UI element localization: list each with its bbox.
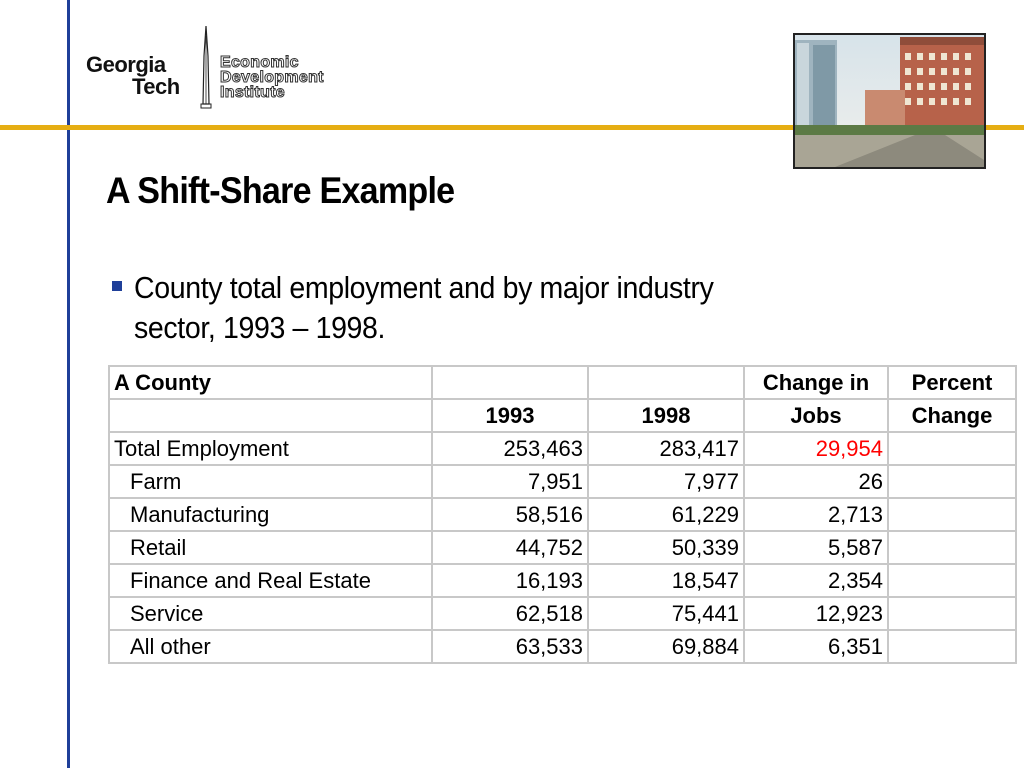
bullet-text-line: County total employment and by major industry (134, 270, 714, 305)
value-1993: 63,533 (432, 630, 588, 663)
building-illustration (795, 35, 984, 167)
header-cell: 1998 (588, 399, 744, 432)
value-1998: 7,977 (588, 465, 744, 498)
value-1998: 61,229 (588, 498, 744, 531)
value-1998: 69,884 (588, 630, 744, 663)
value-change: 2,713 (744, 498, 888, 531)
table-header-row (109, 366, 1016, 399)
value-change: 29,954 (744, 432, 888, 465)
value-percent (888, 531, 1016, 564)
bullet-text-line: sector, 1993 – 1998. (134, 310, 386, 345)
value-change: 5,587 (744, 531, 888, 564)
bullet-point (112, 268, 872, 348)
header-cell: Change in (744, 366, 888, 399)
value-change: 26 (744, 465, 888, 498)
table-row (109, 630, 1016, 663)
row-label: Finance and Real Estate (109, 564, 432, 597)
row-label: Manufacturing (109, 498, 432, 531)
value-1993: 58,516 (432, 498, 588, 531)
row-label: Retail (109, 531, 432, 564)
value-percent (888, 630, 1016, 663)
logo-institute-name (220, 55, 324, 100)
value-percent (888, 432, 1016, 465)
value-1998: 18,547 (588, 564, 744, 597)
value-1993: 16,193 (432, 564, 588, 597)
value-1993: 7,951 (432, 465, 588, 498)
value-percent (888, 498, 1016, 531)
row-label: All other (109, 630, 432, 663)
row-label: Service (109, 597, 432, 630)
table-row (109, 531, 1016, 564)
table-row (109, 432, 1016, 465)
tech-tower-icon (198, 26, 214, 110)
value-percent (888, 564, 1016, 597)
header-cell (432, 366, 588, 399)
logo-institute-line: Economic (220, 54, 299, 71)
logo-tech: Tech (132, 74, 180, 99)
logo-georgia: Georgia (86, 52, 166, 77)
value-change: 12,923 (744, 597, 888, 630)
value-1993: 62,518 (432, 597, 588, 630)
value-change: 2,354 (744, 564, 888, 597)
value-1998: 283,417 (588, 432, 744, 465)
row-label: Farm (109, 465, 432, 498)
vertical-rule (67, 0, 70, 768)
campus-building-photo (793, 33, 986, 169)
header-cell (109, 399, 432, 432)
bullet-square-icon (112, 281, 122, 291)
logo-institute-line: Institute (220, 84, 285, 101)
georgia-tech-edi-logo (86, 26, 386, 116)
header-cell (588, 366, 744, 399)
header-cell: A County (109, 366, 432, 399)
value-1998: 75,441 (588, 597, 744, 630)
slide-title: A Shift-Share Example (106, 170, 455, 211)
header-cell: 1993 (432, 399, 588, 432)
table-row (109, 498, 1016, 531)
table-row (109, 465, 1016, 498)
value-percent (888, 465, 1016, 498)
logo-institute-line: Development (220, 69, 324, 86)
table-header-row (109, 399, 1016, 432)
value-change: 6,351 (744, 630, 888, 663)
table-row (109, 597, 1016, 630)
header-cell: Percent (888, 366, 1016, 399)
header-cell: Change (888, 399, 1016, 432)
employment-table (108, 365, 1017, 664)
value-1993: 253,463 (432, 432, 588, 465)
value-1998: 50,339 (588, 531, 744, 564)
value-percent (888, 597, 1016, 630)
table-row (109, 564, 1016, 597)
header-cell: Jobs (744, 399, 888, 432)
row-label: Total Employment (109, 432, 432, 465)
value-1993: 44,752 (432, 531, 588, 564)
